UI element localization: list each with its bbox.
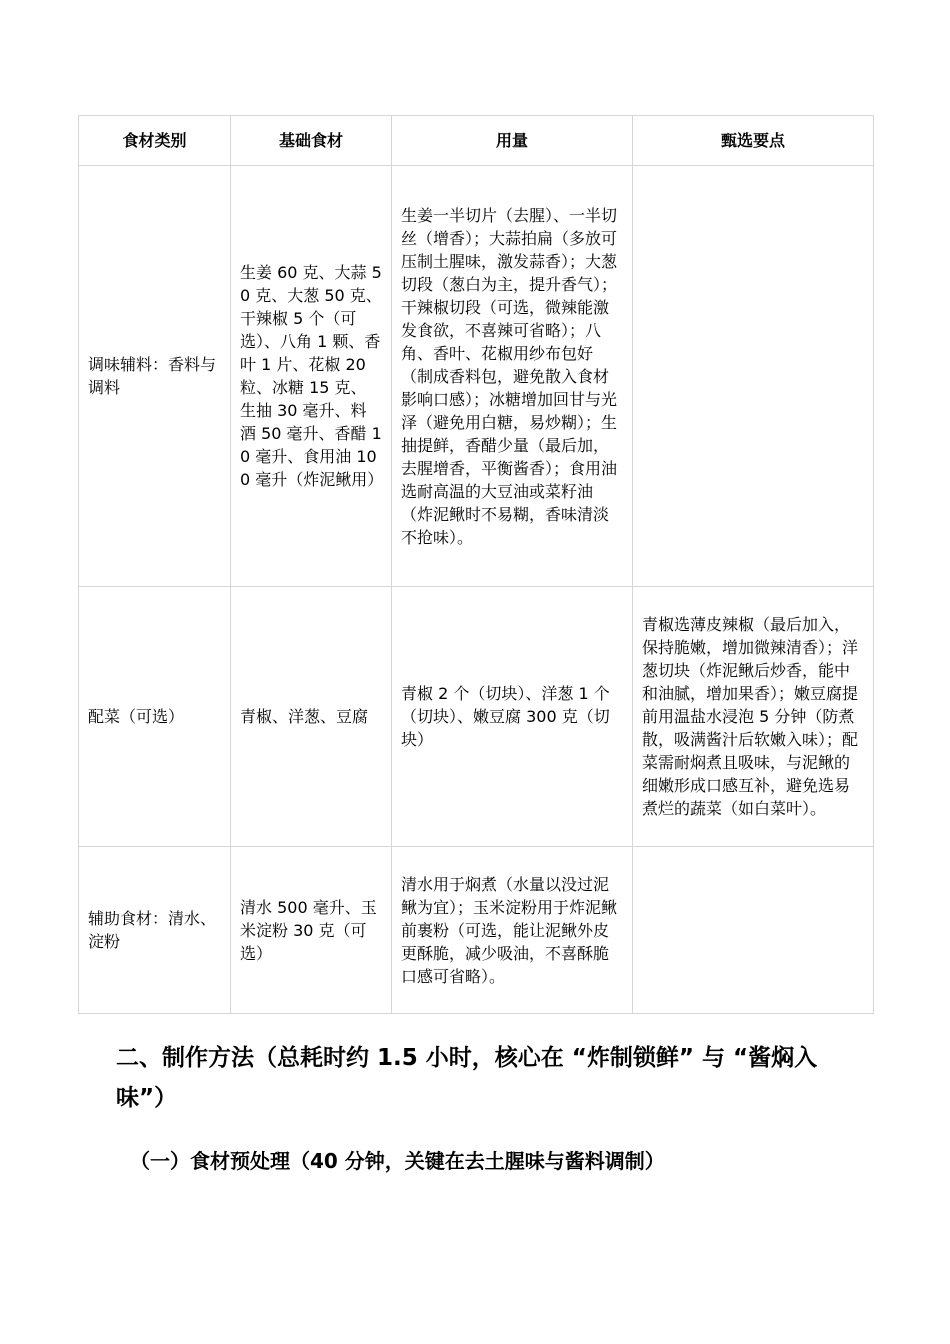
cell-base: 生姜 60 克、大蒜 50 克、大葱 50 克、干辣椒 5 个（可选）、八角 1 颗、香叶 1 片、花椒 20 粒、冰糖 15 克、生抽 30 毫升、料酒 50 毫升、香醋 10 毫升、食用油 100 毫升（炸泥鳅用） <box>231 166 392 587</box>
cell-tips: 青椒选薄皮辣椒（最后加入，保持脆嫩，增加微辣清香）；洋葱切块（炸泥鳅后炒香，能中和油腻，增加果香）；嫩豆腐提前用温盐水浸泡 5 分钟（防煮散，吸满酱汁后软嫩入味）；配菜需耐焖煮且吸味，与泥鳅的细嫩形成口感互补，避免选易煮烂的蔬菜（如白菜叶）。 <box>633 587 874 847</box>
header-selection-tips: 甄选要点 <box>633 116 874 166</box>
cell-amount: 生姜一半切片（去腥）、一半切丝（增香）；大蒜拍扁（多放可压制土腥味，激发蒜香）；大葱切段（葱白为主，提升香气）；干辣椒切段（可选，微辣能激发食欲，不喜辣可省略）；八角、香叶、花椒用纱布包好（制成香料包，避免散入食材影响口感）；冰糖增加回甘与光泽（避免用白糖，易炒糊）；生抽提鲜，香醋少量（最后加，去腥增香，平衡酱香）；食用油选耐高温的大豆油或菜籽油（炸泥鳅时不易糊，香味清淡不抢味）。 <box>392 166 633 587</box>
cell-tips <box>633 847 874 1014</box>
cell-base: 青椒、洋葱、豆腐 <box>231 587 392 847</box>
cell-base: 清水 500 毫升、玉米淀粉 30 克（可选） <box>231 847 392 1014</box>
cell-category: 配菜（可选） <box>79 587 231 847</box>
header-base-ingredients: 基础食材 <box>231 116 392 166</box>
table-row <box>79 587 874 847</box>
cell-amount: 清水用于焖煮（水量以没过泥鳅为宜）；玉米淀粉用于炸泥鳅前裹粉（可选，能让泥鳅外皮更酥脆，减少吸油，不喜酥脆口感可省略）。 <box>392 847 633 1014</box>
subsection-title: （一）食材预处理（40 分钟，关键在去土腥味与酱料调制） <box>130 1149 665 1173</box>
cell-category: 辅助食材：清水、淀粉 <box>79 847 231 1014</box>
header-amount: 用量 <box>392 116 633 166</box>
table-row <box>79 166 874 587</box>
cell-category: 调味辅料：香料与调料 <box>79 166 231 587</box>
section-title: 二、制作方法（总耗时约 1.5 小时，核心在 “炸制锁鲜” 与 “酱焖入味”） <box>116 1045 818 1111</box>
cell-tips <box>633 166 874 587</box>
table-row <box>79 847 874 1014</box>
table-header-row <box>79 116 874 166</box>
header-category: 食材类别 <box>79 116 231 166</box>
cell-amount: 青椒 2 个（切块）、洋葱 1 个（切块）、嫩豆腐 300 克（切块） <box>392 587 633 847</box>
ingredients-table <box>78 115 874 1014</box>
